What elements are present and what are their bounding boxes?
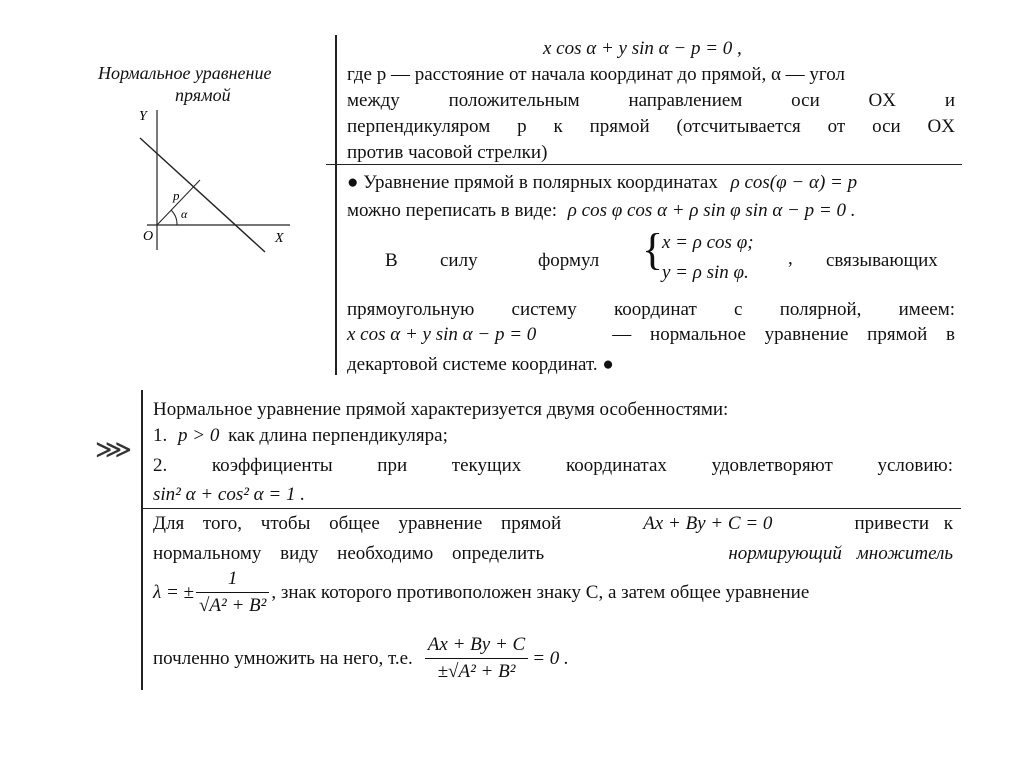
normalize-line2-text-a: нормальному виду необходимо определить (153, 543, 545, 564)
system-comma: , (788, 248, 793, 269)
lambda-denominator: √A² + B² (198, 595, 267, 616)
final-rhs: = 0 . (532, 647, 569, 669)
top-vertical-rule (335, 35, 337, 375)
polar-line1-text: ● Уравнение прямой в полярных координатах (347, 172, 718, 193)
lambda-line (153, 566, 809, 619)
final-line (153, 632, 569, 685)
features-item1-number: 1. (153, 425, 168, 446)
features-item1-equation: p > 0 (178, 425, 220, 446)
polar-word-svyaz: связывающих (826, 250, 938, 271)
lambda-tail-text: , знак которого противоположен знаку C, а затем общее уравнение (271, 581, 810, 603)
top-divider (326, 164, 962, 165)
p-label: p (173, 188, 180, 203)
features-line2 (153, 423, 448, 449)
bottom-vertical-rule (141, 390, 143, 690)
polar-line2 (347, 198, 855, 224)
lambda-numerator: 1 (196, 566, 269, 593)
top-text-line2: между положительным направлением оси OX и (347, 90, 955, 111)
normalize-line1-text-a: Для того, чтобы общее уравнение прямой (153, 513, 562, 534)
final-line-text: почленно умножить на него, т.е. (153, 647, 413, 669)
normal-line (140, 138, 265, 252)
final-fraction (425, 632, 528, 685)
features-item1-text: как длина перпендикуляра; (228, 425, 448, 446)
top-text-line1: где p — расстояние от начала координат до прямой, α — угол (347, 64, 845, 85)
bottom-divider (141, 508, 961, 509)
left-heading-line2: прямой (175, 85, 231, 105)
polar-word-formul: формул (538, 250, 600, 271)
system-eq2: y = ρ sin φ. (662, 262, 749, 283)
features-identity: sin² α + cos² α = 1 . (153, 484, 305, 505)
left-heading-line1: Нормальное уравнение (98, 63, 272, 83)
polar-word-v: В (385, 250, 398, 271)
polar-line2-text: можно переписать в виде: (347, 200, 558, 221)
polar-line5-text: — нормальное уравнение прямой в (612, 324, 955, 345)
normal-equation: x cos α + y sin α − p = 0 , (543, 38, 742, 59)
normalize-line2 (153, 541, 953, 567)
system-brace: { (642, 225, 664, 274)
lambda-lhs: λ = ± (153, 581, 194, 603)
features-line3: 2. коэффициенты при текущих координатах удовлетворяют условию: (153, 455, 953, 476)
polar-word-silu: силу (440, 250, 478, 271)
normalize-line1-text-b: привести к (854, 513, 953, 534)
alpha-label: α (181, 207, 188, 221)
features-line1: Нормальное уравнение прямой характеризуется двумя особенностями: (153, 399, 729, 420)
system-eq1: x = ρ cos φ; (662, 232, 754, 253)
polar-expanded-equation: ρ cos φ cos α + ρ sin φ sin α − p = 0 . (567, 200, 856, 221)
final-denominator: ±√A² + B² (437, 661, 516, 682)
triple-arrow-icon: ⋙ (95, 435, 132, 464)
normalizing-factor-term: нормирующий множитель (728, 543, 953, 564)
x-axis-label: X (275, 231, 284, 246)
polar-line4: прямоугольную систему координат с полярной, имеем: (347, 299, 955, 320)
normalize-line1 (153, 511, 953, 537)
origin-label: O (143, 229, 154, 244)
y-axis-label: Y (139, 109, 147, 124)
top-text-line4: против часовой стрелки) (347, 142, 548, 163)
general-equation: Ax + By + C = 0 (643, 513, 773, 534)
polar-line1 (347, 170, 857, 196)
lambda-fraction (196, 566, 269, 619)
polar-line6: декартовой системе координат. ● (347, 354, 614, 375)
angle-arc (171, 210, 177, 225)
polar-line5 (347, 322, 955, 348)
normal-line-diagram (125, 100, 305, 260)
polar-equation: ρ cos(φ − α) = p (730, 172, 858, 193)
top-text-line3: перпендикуляром p к прямой (отсчитывается от оси OX (347, 116, 955, 137)
final-numerator: Ax + By + C (425, 632, 528, 659)
polar-line5-equation: x cos α + y sin α − p = 0 (347, 324, 537, 345)
